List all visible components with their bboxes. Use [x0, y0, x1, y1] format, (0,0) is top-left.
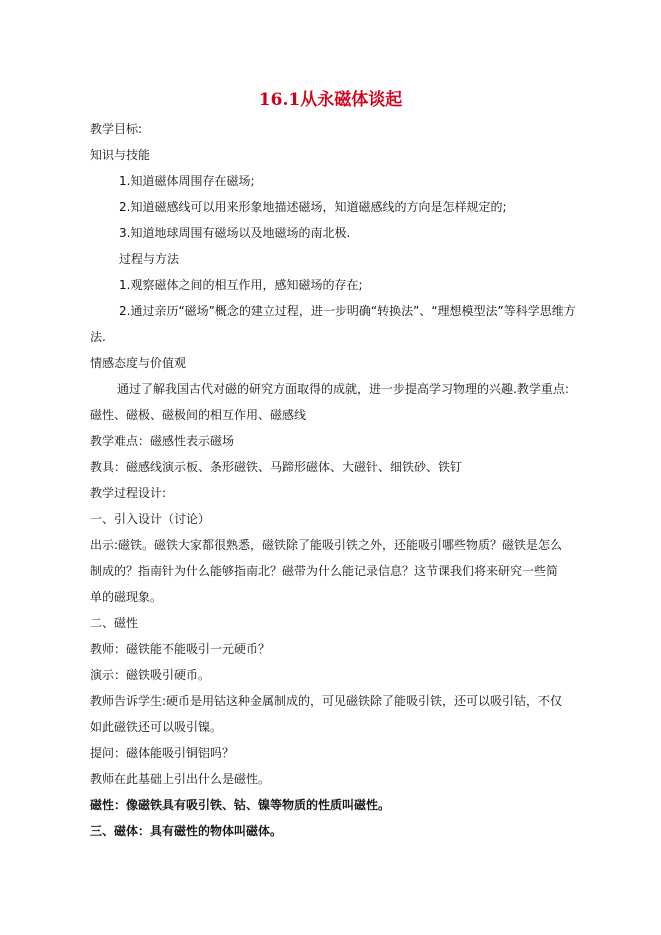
text-line: 磁性、磁极、磁极间的相互作用、磁感线 [90, 408, 307, 422]
text-line: 1.知道磁体周围存在磁场; [119, 174, 255, 188]
text-line: 教具：磁感线演示板、条形磁铁、马蹄形磁体、大磁针、细铁砂、铁钉 [90, 460, 463, 474]
text-line: 单的磁现象。 [90, 590, 163, 604]
text-line: 知识与技能 [90, 148, 151, 162]
text-line-bold: 磁性：像磁铁具有吸引铁、钴、镍等物质的性质叫磁性。 [90, 798, 391, 812]
text-line: 教学过程设计: [90, 486, 167, 500]
text-line: 演示：磁铁吸引硬币。 [90, 668, 211, 682]
text-line: 2.通过亲历“磁场”概念的建立过程，进一步明确“转换法”、“理想模型法”等科学思维方 [119, 304, 576, 318]
text-line: 2.知道磁感线可以用来形象地描述磁场，知道磁感线的方向是怎样规定的; [119, 200, 507, 214]
text-line: 教师告诉学生:硬币是用钴这种金属制成的，可见磁铁除了能吸引铁，还可以吸引钴，不仅 [90, 694, 563, 708]
text-line: 一、引入设计（讨论） [90, 512, 211, 526]
text-line: 通过了解我国古代对磁的研究方面取得的成就，进一步提高学习物理的兴趣.教学重点: [117, 382, 569, 396]
text-line: 法. [90, 330, 106, 344]
text-line: 1.观察磁体之间的相互作用，感知磁场的存在; [119, 278, 363, 292]
text-line: 出示:磁铁。磁铁大家都很熟悉，磁铁除了能吸引铁之外，还能吸引哪些物质？磁铁是怎么 [90, 538, 563, 552]
text-line: 如此磁铁还可以吸引镍。 [90, 720, 223, 734]
text-line: 提问：磁体能吸引铜铝吗？ [90, 746, 235, 760]
text-line: 教学目标: [90, 122, 143, 136]
document-title: 16.1从永磁体谈起 [258, 90, 403, 110]
text-line: 二、磁性 [90, 616, 139, 630]
text-line: 制成的？指南针为什么能够指南北？磁带为什么能记录信息？这节课我们将来研究一些简 [90, 564, 559, 578]
text-line: 过程与方法 [119, 252, 180, 266]
text-line: 教师：磁铁能不能吸引一元硬币？ [90, 642, 271, 656]
text-line: 教师在此基础上引出什么是磁性。 [90, 772, 271, 786]
text-line: 教学难点：磁感性表示磁场 [90, 434, 235, 448]
text-line: 3.知道地球周围有磁场以及地磁场的南北极. [119, 226, 351, 240]
text-line-bold: 三、磁体：具有磁性的物体叫磁体。 [90, 824, 283, 838]
text-line: 情感态度与价值观 [90, 356, 187, 370]
